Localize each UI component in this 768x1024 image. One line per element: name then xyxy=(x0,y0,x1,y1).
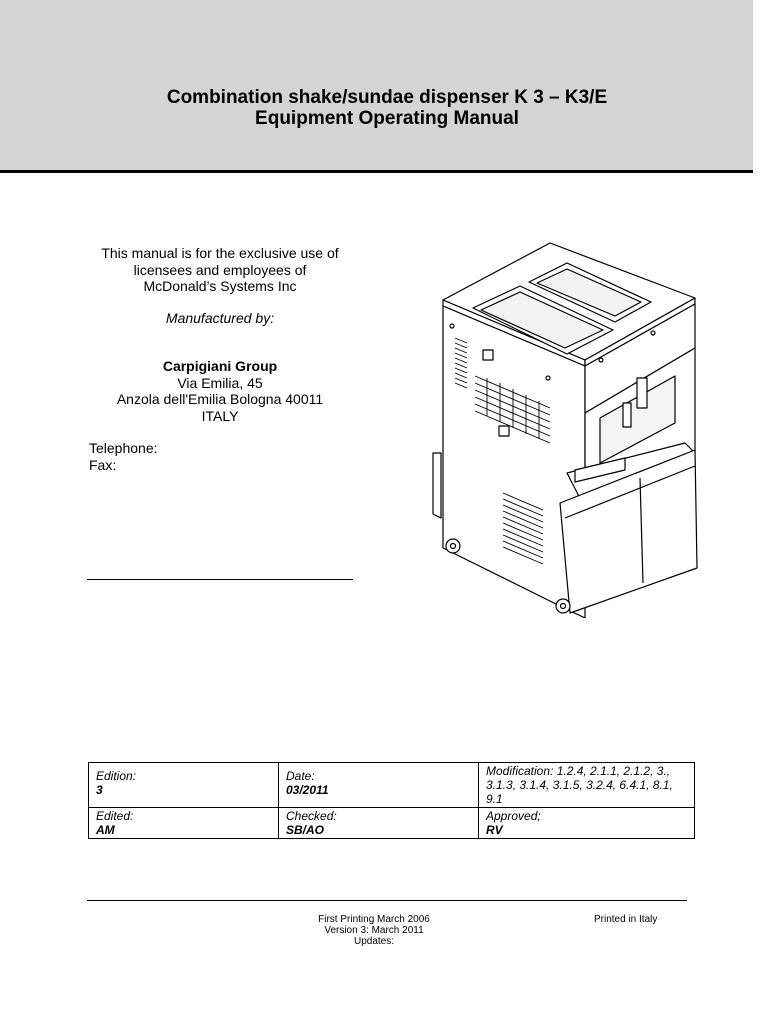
intro-text xyxy=(86,245,354,295)
intro-line: This manual is for the exclusive use of xyxy=(101,245,339,261)
machine-illustration xyxy=(425,238,705,618)
edition-label: Edition: xyxy=(96,769,137,783)
edition-cell xyxy=(89,763,279,808)
modification-text: Modification: 1.2.4, 2.1.1, 2.1.2, 3., 3.1.3, 3.1.4, 3.1.5, 3.2.4, 6.4.1, 8.1, 9.1 xyxy=(486,764,673,806)
fax-label: Fax: xyxy=(89,456,117,473)
address-country: ITALY xyxy=(201,407,239,424)
edited-cell xyxy=(89,808,279,839)
edited-label: Edited: xyxy=(96,809,134,823)
checked-value: SB/AO xyxy=(286,823,325,837)
contact-block xyxy=(89,440,158,473)
approved-cell xyxy=(479,808,695,839)
updates-label: Updates: xyxy=(353,936,395,947)
printing-info xyxy=(270,914,478,947)
checked-cell xyxy=(279,808,479,839)
address-line: Anzola dell'Emilia Bologna 40011 xyxy=(116,391,324,407)
separator-line xyxy=(87,579,353,580)
document-title: Combination shake/sundae dispenser K 3 – K3/E xyxy=(166,87,608,108)
approved-label: Approved; xyxy=(486,809,541,823)
edited-value: AM xyxy=(96,823,115,837)
company-name: Carpigiani Group xyxy=(162,358,278,374)
intro-line: licensees and employees of xyxy=(133,261,307,278)
modification-cell xyxy=(479,763,695,808)
document-subtitle: Equipment Operating Manual xyxy=(255,108,519,129)
version-line: Version 3: March 2011 xyxy=(324,925,424,936)
telephone-label: Telephone: xyxy=(89,440,158,456)
approved-value: RV xyxy=(486,823,503,837)
date-label: Date: xyxy=(286,769,315,783)
intro-line: McDonald’s Systems Inc xyxy=(143,278,297,294)
title-banner xyxy=(0,0,753,173)
revision-table xyxy=(88,762,695,839)
printed-in: Printed in Italy xyxy=(594,914,658,925)
checked-label: Checked: xyxy=(286,809,337,823)
footer-separator xyxy=(87,900,687,901)
manufactured-by-label: Manufactured by: xyxy=(165,310,275,326)
first-printing: First Printing March 2006 xyxy=(318,914,430,925)
date-value: 03/2011 xyxy=(286,783,329,797)
date-cell xyxy=(279,763,479,808)
manufacturer-address xyxy=(86,358,354,424)
edition-value: 3 xyxy=(96,783,103,797)
address-line: Via Emilia, 45 xyxy=(177,374,263,391)
